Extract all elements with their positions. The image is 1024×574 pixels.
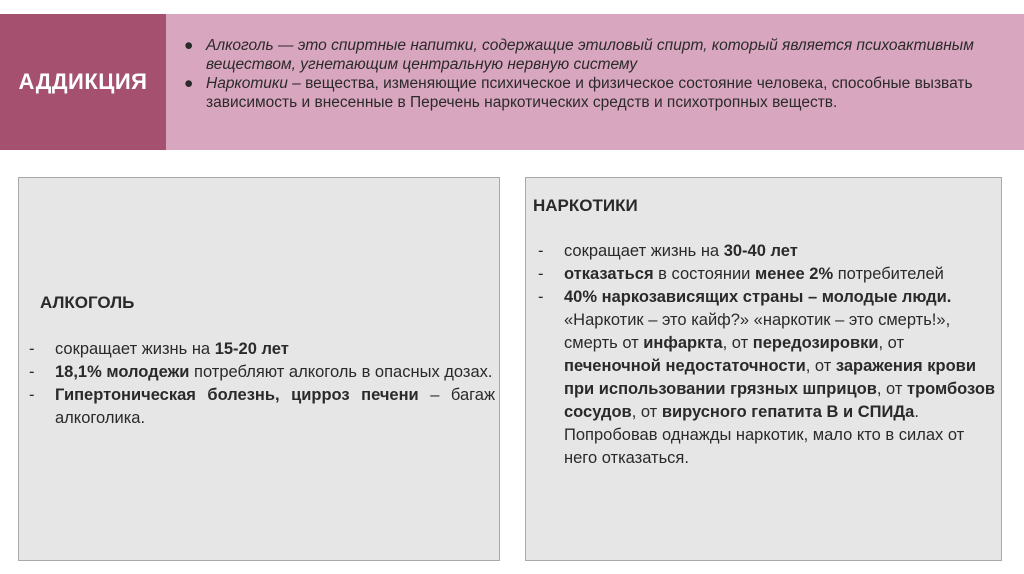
alcohol-panel bbox=[18, 177, 500, 561]
item-highlight: печеночной недостаточности bbox=[564, 357, 806, 375]
drugs-list bbox=[538, 240, 996, 470]
list-item bbox=[29, 361, 495, 384]
item-text: , от bbox=[631, 403, 662, 421]
title-banner bbox=[0, 14, 166, 150]
item-highlight: 18,1% молодежи bbox=[55, 363, 190, 381]
definitions-list bbox=[166, 14, 1024, 112]
dash-icon: - bbox=[538, 288, 544, 306]
item-highlight: заражения крови при использовании грязных шприцов bbox=[564, 357, 976, 398]
item-highlight: менее 2% bbox=[755, 265, 834, 283]
item-highlight: тромбозов сосудов bbox=[564, 380, 996, 421]
item-text: , от bbox=[878, 334, 905, 352]
list-item bbox=[29, 384, 495, 430]
list-item bbox=[29, 338, 495, 361]
item-highlight: 15-20 лет bbox=[214, 340, 289, 358]
item-highlight: инфаркта bbox=[643, 334, 723, 352]
list-item bbox=[538, 286, 996, 470]
dash-icon: - bbox=[538, 242, 544, 260]
item-text: – багаж алкоголика. bbox=[55, 386, 495, 427]
definition-term: Алкоголь bbox=[206, 37, 274, 54]
item-highlight: вирусного гепатита В и СПИДа bbox=[661, 403, 915, 421]
alcohol-list bbox=[29, 338, 495, 430]
item-text: , от bbox=[876, 380, 907, 398]
item-text: . Попробовав однажды наркотик, мало кто в силах от него отказаться. bbox=[564, 403, 965, 467]
definition-alcohol bbox=[184, 36, 994, 74]
item-text: , от bbox=[722, 334, 753, 352]
drugs-panel bbox=[525, 177, 1002, 561]
item-highlight: 30-40 лет bbox=[723, 242, 798, 260]
item-text: сокращает жизнь на bbox=[564, 242, 724, 260]
definition-drugs bbox=[184, 74, 994, 112]
definition-text: — это спиртные напитки, содержащие этиловый спирт, который является психоактивным веществом, угнетающим центральную нервную систему bbox=[206, 37, 974, 73]
drugs-heading: НАРКОТИКИ bbox=[533, 196, 638, 215]
definition-term: Наркотики bbox=[206, 75, 288, 92]
alcohol-heading: АЛКОГОЛЬ bbox=[40, 293, 135, 312]
item-highlight: передозировки bbox=[752, 334, 879, 352]
item-highlight: отказаться bbox=[564, 265, 654, 283]
item-text: , от bbox=[805, 357, 836, 375]
item-text: «Наркотик – это кайф?» «наркотик – это смерть!», смерть от bbox=[564, 311, 951, 352]
dash-icon: - bbox=[29, 363, 35, 381]
definitions-panel bbox=[166, 14, 1024, 150]
page-title: АДДИКЦИЯ bbox=[18, 69, 148, 94]
list-item bbox=[538, 240, 996, 263]
list-item bbox=[538, 263, 996, 286]
item-text: потребляют алкоголь в опасных дозах. bbox=[189, 363, 493, 381]
dash-icon: - bbox=[29, 340, 35, 358]
dash-icon: - bbox=[538, 265, 544, 283]
item-text: в состоянии bbox=[653, 265, 755, 283]
item-highlight: 40% наркозависящих страны – молодые люди. bbox=[564, 288, 952, 306]
dash-icon: - bbox=[29, 386, 35, 404]
item-highlight: Гипертоническая болезнь, цирроз печени bbox=[55, 386, 419, 404]
item-text: сокращает жизнь на bbox=[55, 340, 215, 358]
bullet-icon: ● bbox=[184, 37, 194, 54]
bullet-icon: ● bbox=[184, 75, 194, 92]
item-text: потребителей bbox=[833, 265, 944, 283]
definition-text: – вещества, изменяющие психическое и физическое состояние человека, способные вызвать зависимость и внесенные в Перечень наркотических средств и психотропных веществ. bbox=[206, 75, 973, 111]
